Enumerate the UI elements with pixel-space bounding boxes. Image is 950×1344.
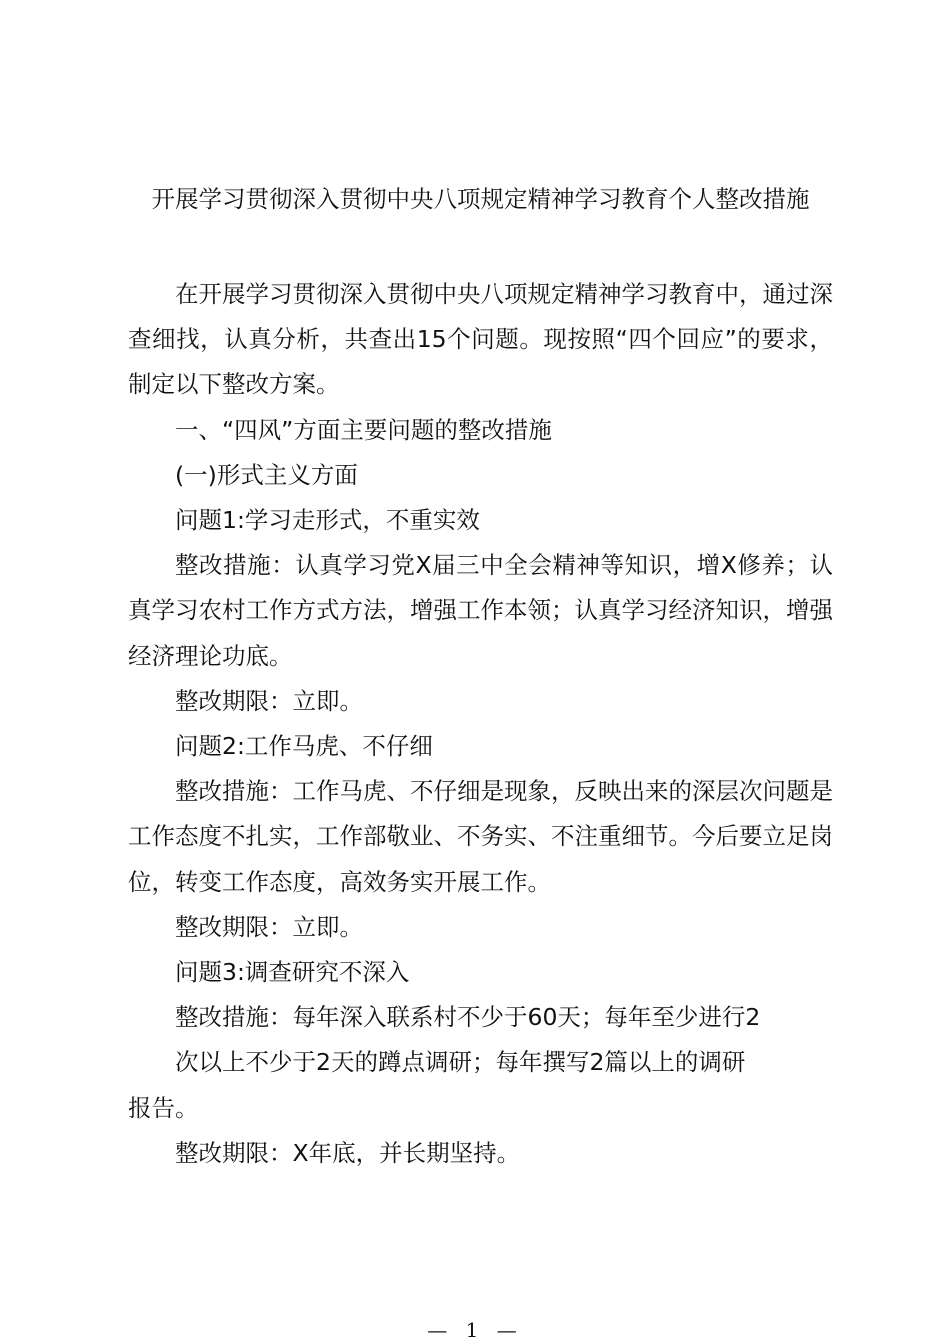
problem-3-measures-line-2: 次以上不少于2天的蹲点调研；每年撰写2篇以上的调研 [175,1048,746,1077]
problem-2-deadline: 整改期限：立即。 [175,912,363,941]
subsection-heading: (一)形式主义方面 [175,460,358,489]
problem-1-heading: 问题1:学习走形式，不重实效 [175,506,480,535]
problem-1-deadline: 整改期限：立即。 [175,686,363,715]
problem-2-measures: 整改措施：工作马虎、不仔细是现象，反映出来的深层次问题是工作态度不扎实，工作部敬业、不务实、不注重细节。今后要立足岗位，转变工作态度，高效务实开展工作。 [128,777,833,896]
section-heading: 一、“四风”方面主要问题的整改措施 [175,415,552,444]
problem-3-heading: 问题3:调查研究不深入 [175,958,410,987]
problem-1-measures: 整改措施：认真学习党X届三中全会精神等知识，增X修养；认真学习农村工作方式方法，增强工作本领；认真学习经济知识，增强经济理论功底。 [128,551,833,670]
document-body [128,272,833,1176]
intro-paragraph: 在开展学习贯彻深入贯彻中央八项规定精神学习教育中，通过深查细找，认真分析，共查出15个问题。现按照“四个回应”的要求，制定以下整改方案。 [128,280,833,399]
problem-3-deadline: 整改期限：X年底，并长期坚持。 [175,1138,521,1167]
page-number: — 1 — [427,1318,523,1342]
problem-3-measures-line-1: 整改措施：每年深入联系村不少于60天；每年至少进行2 [175,1003,761,1032]
problem-3-measures-line-3: 报告。 [128,1093,199,1122]
document-title: 开展学习贯彻深入贯彻中央八项规定精神学习教育个人整改措施 [151,185,810,213]
problem-2-heading: 问题2:工作马虎、不仔细 [175,732,433,761]
